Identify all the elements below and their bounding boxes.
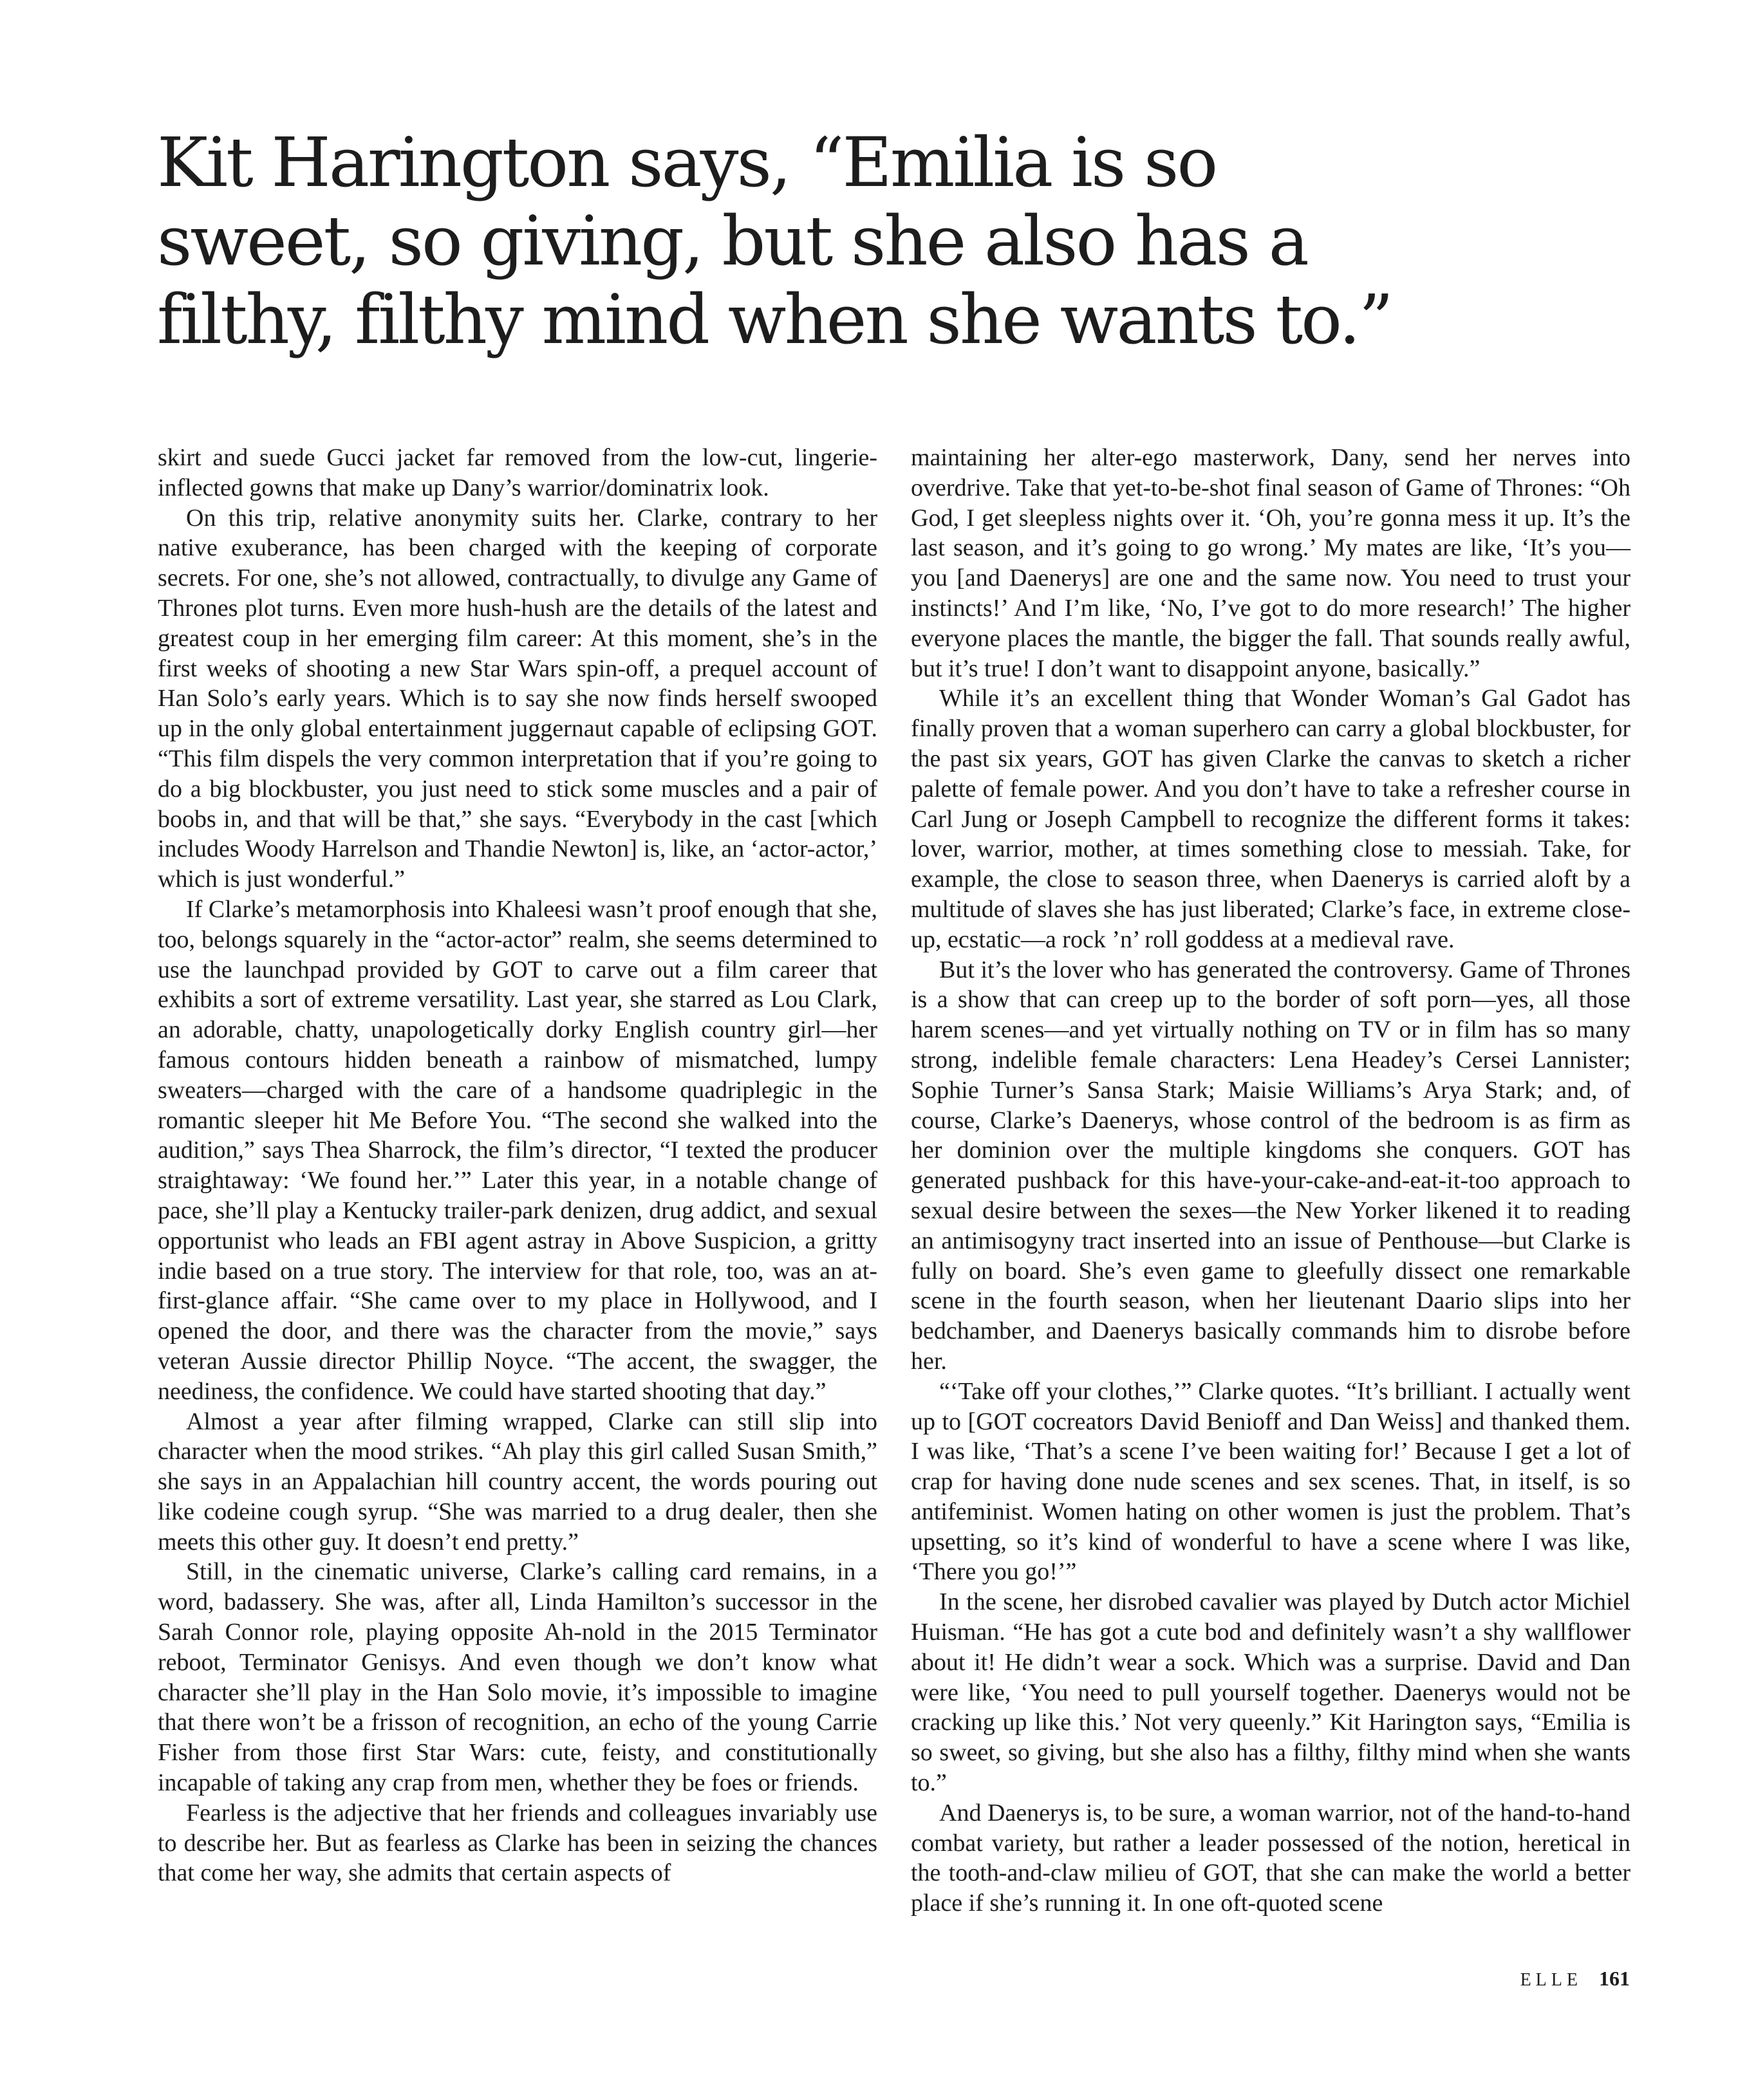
page-footer — [1520, 1967, 1630, 1991]
paragraph: On this trip, relative anonymity suits her. Clarke, contrary to her native exuberance, has been charged with the keeping of corporate secrets. For one, she’s not allowed, contractually, to divulge any Game of Thrones plot turns. Even more hush-hush are the details of the latest and greatest coup in her emerging film career: At this moment, she’s in the first weeks of shooting a new Star Wars spin-off, a prequel account of Han Solo’s early years. Which is to say she now finds herself swooped up in the only global entertainment juggernaut capable of eclipsing GOT. “This film dispels the very common interpretation that if you’re going to do a big blockbuster, you just need to stick some muscles and a pair of boobs in, and that will be that,” she says. “Everybody in the cast [which includes Woody Harrelson and Thandie Newton] is, like, an ‘actor-actor,’ which is just wonderful.” — [158, 504, 877, 893]
paragraph: If Clarke’s metamorphosis into Khaleesi wasn’t proof enough that she, too, belongs squarely in the “actor-actor” realm, she seems determined to use the launchpad provided by GOT to carve out a film career that exhibits a sort of extreme versatility. Last year, she starred as Lou Clark, an adorable, chatty, unapologetically dorky English country girl—her famous contours hidden beneath a rainbow of mismatched, lumpy sweaters—charged with the care of a handsome quadriplegic in the romantic sleeper hit Me Before You. “The second she walked into the audition,” says Thea Sharrock, the film’s director, “I texted the producer straightaway: ‘We found her.’” Later this year, in a notable change of pace, she’ll play a Kentucky trailer-park denizen, drug addict, and sexual opportunist who leads an FBI agent astray in Above Suspicion, a gritty indie based on a true story. The interview for that role, too, was an at-first-glance affair. “She came over to my place in Hollywood, and I opened the door, and there was the character from the movie,” says veteran Aussie director Phillip Noyce. “The accent, the swagger, the neediness, the confidence. We could have started shooting that day.” — [158, 895, 877, 1405]
paragraph: But it’s the lover who has generated the controversy. Game of Thrones is a show that can creep up to the border of soft porn—yes, all those harem scenes—and yet virtually nothing on TV or in film has so many strong, indelible female characters: Lena Headey’s Cersei Lannister; Sophie Turner’s Sansa Stark; Maisie Williams’s Arya Stark; and, of course, Clarke’s Daenerys, whose control of the bedroom is as firm as her dominion over the multiple kingdoms she conquers. GOT has generated pushback for this have-your-cake-and-eat-it-too approach to sexual desire between the sexes—the New Yorker likened it to reading an antimisogyny tract inserted into an issue of Penthouse—but Clarke is fully on board. She’s even game to gleefully dissect one remarkable scene in the fourth season, when her lieutenant Daario slips into her bedchamber, and Daenerys basically commands him to disrobe before her. — [911, 956, 1631, 1375]
page-number: 161 — [1599, 1967, 1630, 1990]
paragraph: “‘Take off your clothes,’” Clarke quotes. “It’s brilliant. I actually went up to [GOT cocreators David Benioff and Dan Weiss] and thanked them. I was like, ‘That’s a scene I’ve been waiting for!’ Because I get a lot of crap for having done nude scenes and sex scenes. That, in itself, is so antifeminist. Women hating on other women is just the problem. That’s upsetting, so it’s kind of wonderful to have a scene where I was like, ‘There you go!’” — [911, 1377, 1631, 1586]
paragraph: Almost a year after filming wrapped, Clarke can still slip into character when the mood strikes. “Ah play this girl called Susan Smith,” she says in an Appalachian hill country accent, the words pouring out like codeine cough syrup. “She was married to a drug dealer, then she meets this other guy. It doesn’t end pretty.” — [158, 1408, 877, 1556]
paragraph: maintaining her alter-ego masterwork, Dany, send her nerves into overdrive. Take that yet-to-be-shot final season of Game of Thrones: “Oh God, I get sleepless nights over it. ‘Oh, you’re gonna mess it up. It’s the last season, and it’s going to go wrong.’ My mates are like, ‘It’s you—you [and Daenerys] are one and the same now. You need to trust your instincts!’ And I’m like, ‘No, I’ve got to do more research!’ The higher everyone places the mantle, the bigger the fall. That sounds really awful, but it’s true! I don’t want to disappoint anyone, basically.” — [911, 444, 1631, 682]
paragraph: While it’s an excellent thing that Wonder Woman’s Gal Gadot has finally proven that a woman superhero can carry a global blockbuster, for the past six years, GOT has given Clarke the canvas to sketch a richer palette of female power. And you don’t have to take a refresher course in Carl Jung or Joseph Campbell to recognize the different forms it takes: lover, warrior, mother, at times something close to messiah. Take, for example, the close to season three, when Daenerys is carried aloft by a multitude of slaves she has just liberated; Clarke’s face, in extreme close-up, ecstatic—a rock ’n’ roll goddess at a medieval rave. — [911, 685, 1631, 953]
paragraph: skirt and suede Gucci jacket far removed from the low-cut, lingerie-inflected gowns that make up Dany’s warrior/dominatrix look. — [158, 444, 877, 501]
article-column-right — [911, 443, 1631, 1917]
paragraph: In the scene, her disrobed cavalier was played by Dutch actor Michiel Huisman. “He has got a cute bod and definitely wasn’t a shy wallflower about it! He didn’t wear a sock. Which was a surprise. David and Dan were like, ‘You need to pull yourself together. Daenerys would not be cracking up like this.’ Not very queenly.” Kit Harington says, “Emilia is so sweet, so giving, but she also has a filthy, filthy mind when she wants to.” — [911, 1588, 1631, 1797]
article-column-left — [158, 443, 877, 1891]
pull-quote-headline: Kit Harington says, “Emilia is so sweet, so giving, but she also has a filthy, filthy mind when she wants to.” — [157, 123, 1392, 359]
paragraph: And Daenerys is, to be sure, a woman warrior, not of the hand-to-hand combat variety, but rather a leader possessed of the notion, heretical in the tooth-and-claw milieu of GOT, that she can make the world a better place if she’s running it. In one oft-quoted scene — [911, 1799, 1631, 1917]
magazine-brand: ELLE — [1520, 1970, 1582, 1990]
paragraph: Still, in the cinematic universe, Clarke’s calling card remains, in a word, badassery. She was, after all, Linda Hamilton’s successor in the Sarah Connor role, playing opposite Ah-nold in the 2015 Terminator reboot, Terminator Genisys. And even though we don’t know what character she’ll play in the Han Solo movie, it’s impossible to imagine that there won’t be a frisson of recognition, an echo of the young Carrie Fisher from those first Star Wars: cute, feisty, and constitutionally incapable of taking any crap from men, whether they be foes or friends. — [158, 1558, 877, 1797]
paragraph: Fearless is the adjective that her friends and colleagues invariably use to describe her. But as fearless as Clarke has been in seizing the chances that come her way, she admits that certain aspects of — [158, 1799, 877, 1887]
